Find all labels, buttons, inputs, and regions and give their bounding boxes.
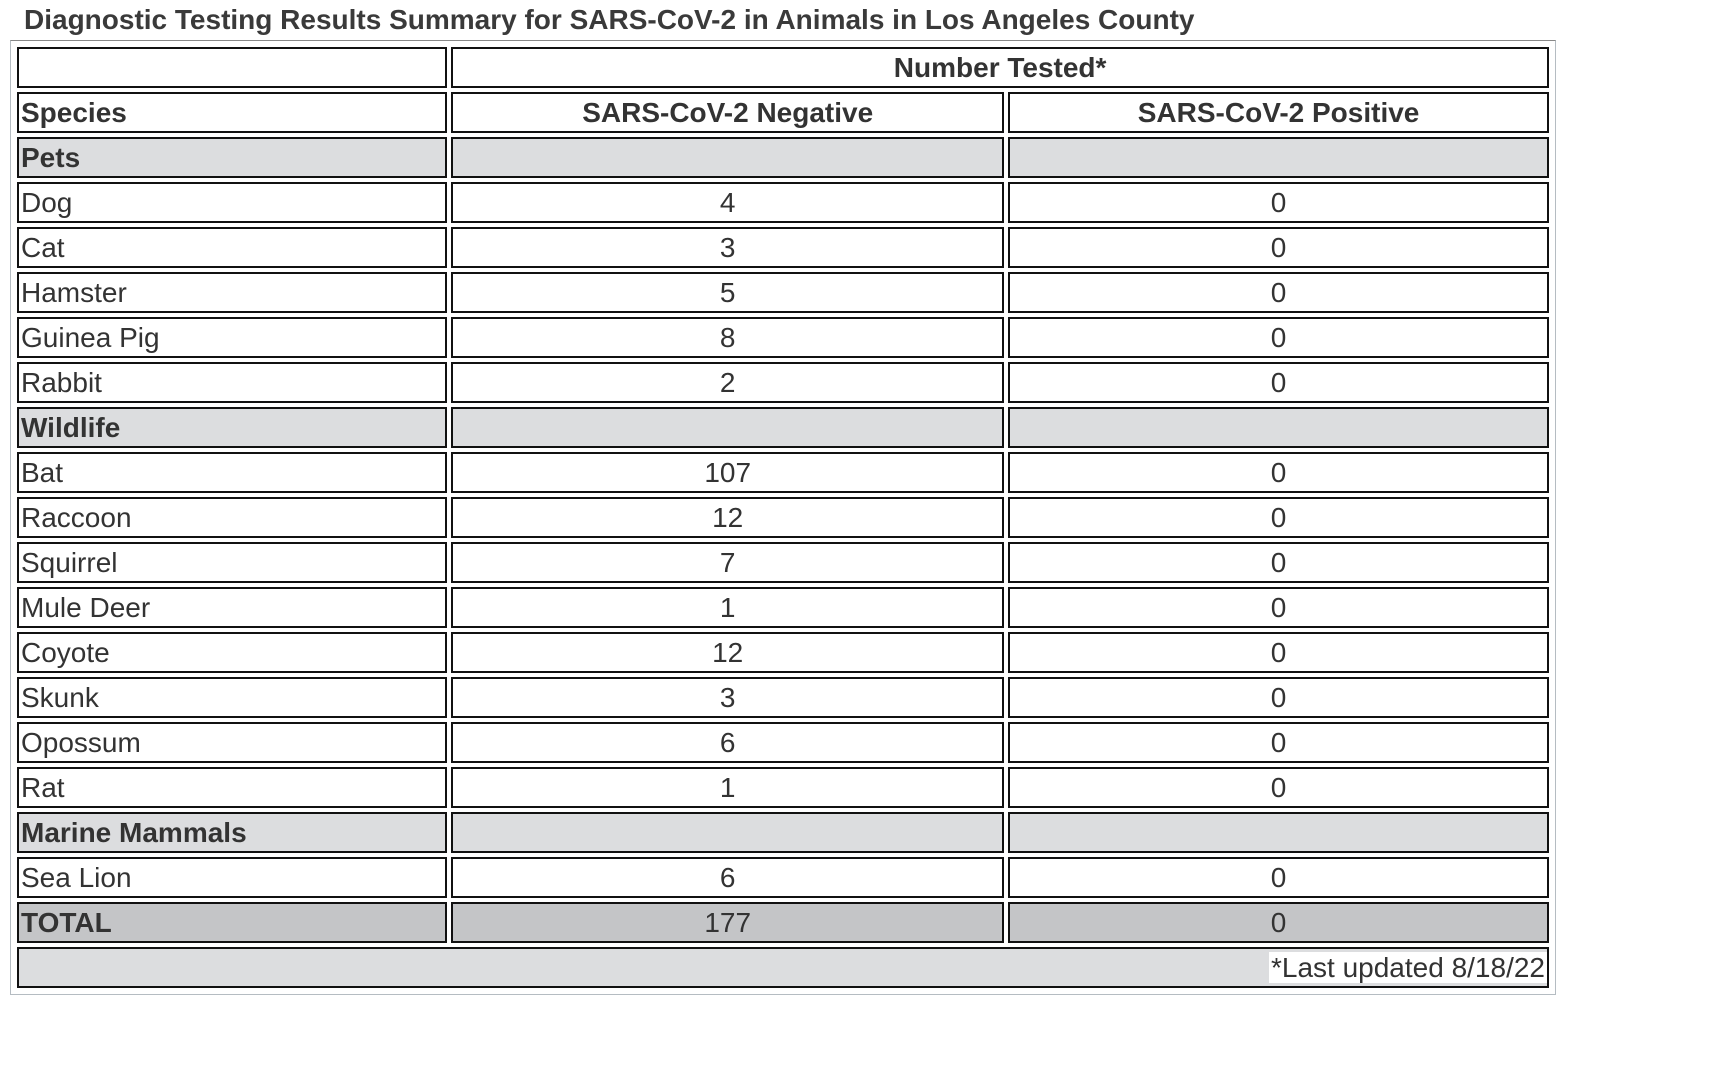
species-cell: Guinea Pig <box>17 317 447 358</box>
table-row <box>17 632 1549 673</box>
negative-count-cell: 6 <box>451 722 1004 763</box>
negative-count-cell: 3 <box>451 677 1004 718</box>
positive-count-cell: 0 <box>1008 632 1549 673</box>
positive-count-cell: 0 <box>1008 362 1549 403</box>
positive-count-cell: 0 <box>1008 497 1549 538</box>
section-header-row <box>17 812 1549 853</box>
table-row <box>17 227 1549 268</box>
table-row <box>17 452 1549 493</box>
section-empty-cell <box>1008 407 1549 448</box>
section-empty-cell <box>1008 812 1549 853</box>
table-row <box>17 317 1549 358</box>
negative-count-cell: 4 <box>451 182 1004 223</box>
species-header: Species <box>17 92 447 133</box>
number-tested-header: Number Tested* <box>451 47 1549 88</box>
section-empty-cell <box>1008 137 1549 178</box>
positive-count-cell: 0 <box>1008 857 1549 898</box>
total-positive-cell: 0 <box>1008 902 1549 943</box>
positive-count-cell: 0 <box>1008 317 1549 358</box>
positive-count-cell: 0 <box>1008 182 1549 223</box>
positive-header: SARS-CoV-2 Positive <box>1008 92 1549 133</box>
negative-header: SARS-CoV-2 Negative <box>451 92 1004 133</box>
negative-count-cell: 107 <box>451 452 1004 493</box>
table-frame <box>10 40 1556 995</box>
table-row <box>17 272 1549 313</box>
species-cell: Skunk <box>17 677 447 718</box>
positive-count-cell: 0 <box>1008 227 1549 268</box>
species-cell: Dog <box>17 182 447 223</box>
positive-count-cell: 0 <box>1008 722 1549 763</box>
negative-count-cell: 1 <box>451 767 1004 808</box>
section-empty-cell <box>451 407 1004 448</box>
table-row <box>17 587 1549 628</box>
table-row <box>17 722 1549 763</box>
table-row <box>17 857 1549 898</box>
section-header-row <box>17 407 1549 448</box>
footnote-cell <box>17 947 1549 988</box>
positive-count-cell: 0 <box>1008 587 1549 628</box>
section-empty-cell <box>451 812 1004 853</box>
results-table <box>13 43 1553 992</box>
species-cell: Sea Lion <box>17 857 447 898</box>
table-row <box>17 182 1549 223</box>
section-header-row <box>17 137 1549 178</box>
last-updated-note: *Last updated 8/18/22 <box>1270 952 1545 983</box>
total-row <box>17 902 1549 943</box>
column-header-row <box>17 92 1549 133</box>
species-cell: Squirrel <box>17 542 447 583</box>
section-label: Marine Mammals <box>17 812 447 853</box>
species-cell: Bat <box>17 452 447 493</box>
negative-count-cell: 3 <box>451 227 1004 268</box>
table-title: Diagnostic Testing Results Summary for SARS-CoV-2 in Animals in Los Angeles County <box>24 4 1195 35</box>
species-cell: Cat <box>17 227 447 268</box>
table-row <box>17 362 1549 403</box>
table-row <box>17 542 1549 583</box>
negative-count-cell: 2 <box>451 362 1004 403</box>
negative-count-cell: 12 <box>451 497 1004 538</box>
total-negative-cell: 177 <box>451 902 1004 943</box>
negative-count-cell: 5 <box>451 272 1004 313</box>
section-label: Wildlife <box>17 407 447 448</box>
positive-count-cell: 0 <box>1008 677 1549 718</box>
negative-count-cell: 6 <box>451 857 1004 898</box>
footnote-row <box>17 947 1549 988</box>
species-cell: Mule Deer <box>17 587 447 628</box>
negative-count-cell: 7 <box>451 542 1004 583</box>
species-cell: Opossum <box>17 722 447 763</box>
blank-header-cell <box>17 47 447 88</box>
negative-count-cell: 1 <box>451 587 1004 628</box>
table-row <box>17 497 1549 538</box>
table-row <box>17 677 1549 718</box>
total-label: TOTAL <box>17 902 447 943</box>
group-header-row <box>17 47 1549 88</box>
species-cell: Coyote <box>17 632 447 673</box>
negative-count-cell: 12 <box>451 632 1004 673</box>
species-cell: Raccoon <box>17 497 447 538</box>
positive-count-cell: 0 <box>1008 452 1549 493</box>
negative-count-cell: 8 <box>451 317 1004 358</box>
positive-count-cell: 0 <box>1008 767 1549 808</box>
species-cell: Rat <box>17 767 447 808</box>
table-row <box>17 767 1549 808</box>
section-label: Pets <box>17 137 447 178</box>
table-container <box>10 0 1558 995</box>
positive-count-cell: 0 <box>1008 272 1549 313</box>
species-cell: Rabbit <box>17 362 447 403</box>
section-empty-cell <box>451 137 1004 178</box>
results-table-body <box>17 47 1549 988</box>
positive-count-cell: 0 <box>1008 542 1549 583</box>
species-cell: Hamster <box>17 272 447 313</box>
